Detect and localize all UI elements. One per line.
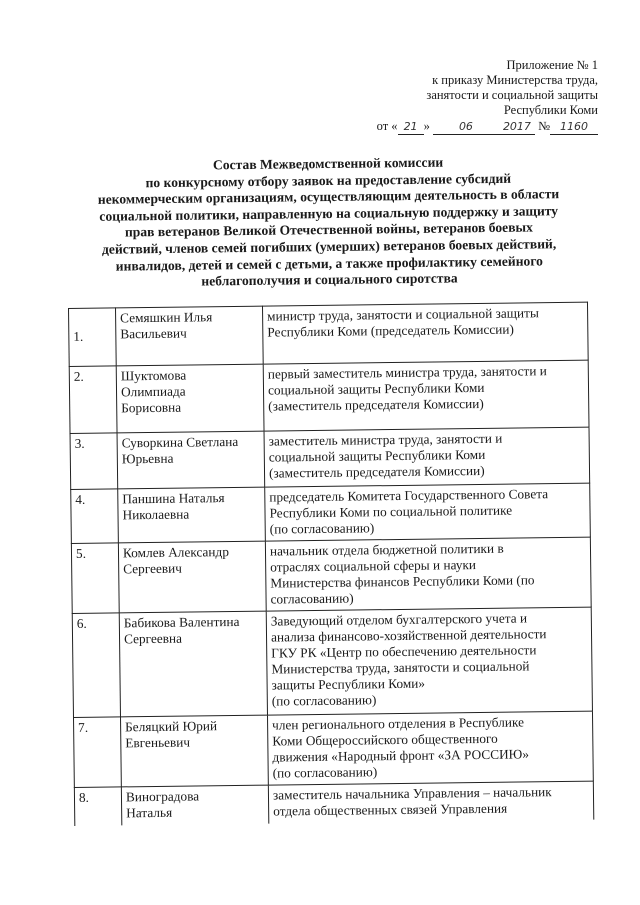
- date-prefix: от «: [376, 119, 398, 133]
- member-role: [264, 427, 590, 487]
- role-line: заместитель министра труда, занятости и: [268, 430, 503, 449]
- role-line: Коми Общероссийского общественного: [272, 730, 498, 749]
- name-line: Семяшкин Илья: [120, 309, 213, 326]
- date-month: 06: [433, 119, 499, 135]
- number-prefix: №: [538, 119, 550, 133]
- member-role: [268, 781, 593, 823]
- role-line: Заведующий отделом бухгалтерского учета и: [270, 610, 528, 629]
- date-mid: »: [423, 119, 430, 133]
- appendix-line: Приложение № 1: [506, 58, 598, 72]
- member-number: 3.: [70, 433, 118, 490]
- role-line: анализа финансово-хозяйственной деятельности: [270, 626, 547, 645]
- role-line: министр труда, занятости и социальной защиты: [267, 305, 539, 324]
- role-line: движения «Народный фронт «ЗА РОССИЮ»: [272, 746, 530, 765]
- name-line: Виноградова: [125, 788, 200, 805]
- member-number: 5.: [71, 543, 119, 614]
- table-row: [71, 483, 591, 543]
- name-line: Паншина Наталья: [122, 490, 225, 507]
- name-line: Наталья: [126, 804, 173, 821]
- member-name: [117, 431, 265, 489]
- commission-members-table: [68, 302, 594, 826]
- order-date-line: [368, 119, 598, 135]
- title-line: прав ветеранов Великой Отечественной войны, ветеранов боевых: [124, 219, 533, 240]
- title-line: Состав Межведомственной комиссии: [212, 154, 444, 173]
- order-number: 1160: [550, 119, 598, 135]
- role-line: отраслях социальной сферы и науки: [270, 557, 477, 575]
- name-line: Сергеевна: [123, 630, 183, 647]
- member-name: [119, 611, 267, 717]
- appendix-line: Республики Коми: [503, 103, 598, 117]
- member-name: [116, 364, 264, 433]
- role-line: (по согласованию): [272, 764, 378, 781]
- role-line: (заместитель председателя Комиссии): [268, 462, 485, 481]
- role-line: социальной защиты Республики Коми: [268, 446, 486, 465]
- member-number: 2.: [69, 366, 117, 434]
- member-number: 7.: [74, 717, 122, 788]
- name-line: Николаевна: [122, 506, 190, 523]
- table-row: [71, 537, 591, 613]
- member-number: 6.: [72, 613, 120, 718]
- role-line: (по согласованию): [271, 692, 377, 709]
- role-line: начальник отдела бюджетной политики в: [269, 540, 504, 559]
- name-line: Олимпиада: [120, 383, 186, 400]
- name-line: Беляцкий Юрий: [125, 718, 218, 735]
- member-name: [118, 487, 266, 543]
- name-line: Юрьевна: [121, 450, 174, 467]
- date-day: 21: [398, 119, 424, 135]
- role-line: согласованию): [270, 590, 354, 607]
- date-year: 2017: [499, 119, 535, 135]
- table-row: [74, 781, 593, 825]
- title-line: некоммерческим организациям, осуществляющим деятельность в области: [97, 186, 560, 208]
- role-line: социальной защиты Республики Коми: [267, 379, 485, 398]
- name-line: Шуктомова: [120, 367, 187, 384]
- role-line: Республики Коми (председатель Комиссии): [267, 321, 515, 340]
- member-role: [262, 302, 588, 364]
- title-line: неблагополучия и социального сиротства: [201, 270, 458, 289]
- role-line: защиты Республики Коми»: [271, 675, 426, 693]
- member-name: [120, 715, 268, 787]
- name-line: Бабикова Валентина: [123, 613, 240, 631]
- role-line: член регионального отделения в Республике: [272, 714, 525, 733]
- member-name: [116, 306, 264, 366]
- table-row: [72, 607, 592, 717]
- member-number: 4.: [71, 489, 119, 544]
- name-line: Евгеньевич: [125, 734, 191, 751]
- role-line: ГКУ РК «Центр по обеспечению деятельности: [271, 642, 537, 661]
- member-role: [266, 607, 592, 715]
- name-line: Комлев Александр: [122, 544, 230, 561]
- name-line: Борисовна: [121, 399, 182, 416]
- member-role: [265, 483, 591, 541]
- role-line: заместитель начальника Управления – начальник: [272, 784, 552, 803]
- name-line: Сергеевич: [123, 560, 183, 577]
- member-role: [267, 711, 593, 785]
- appendix-line: к приказу Министерства труда,: [432, 73, 598, 87]
- role-line: (по согласованию): [269, 520, 375, 537]
- role-line: Республики Коми по социальной политике: [269, 502, 513, 521]
- role-line: Министерства финансов Республики Коми (по: [270, 572, 535, 591]
- table-row: [69, 302, 589, 366]
- document-title: [68, 153, 590, 292]
- name-line: Суворкина Светлана: [121, 433, 239, 451]
- table-row: [70, 427, 590, 489]
- member-role: [265, 537, 591, 611]
- member-role: [263, 360, 589, 431]
- role-line: первый заместитель министра труда, занятости и: [267, 363, 547, 382]
- role-line: (заместитель председателя Комиссии): [268, 395, 484, 414]
- title-line: инвалидов, детей и семей с детьми, а также профилактику семейного: [115, 252, 543, 274]
- member-name: [118, 541, 266, 613]
- table-row: [74, 711, 594, 787]
- role-line: председатель Комитета Государственного Совета: [269, 486, 549, 505]
- member-number: 1.: [69, 308, 117, 367]
- title-line: социальной политики, направленную на социальную поддержку и защиту: [99, 202, 559, 224]
- member-number: 8.: [74, 787, 121, 826]
- title-line: действий, членов семей погибших (умерших) ветеранов боевых действий,: [101, 236, 557, 257]
- appendix-header: [368, 58, 598, 135]
- member-name: [121, 785, 268, 825]
- table-row: [69, 360, 589, 433]
- role-line: Министерства труда, занятости и социальной: [271, 658, 530, 677]
- appendix-line: занятости и социальной защиты: [426, 88, 598, 102]
- name-line: Васильевич: [120, 325, 187, 342]
- title-line: по конкурсному отбору заявок на предоставление субсидий: [145, 170, 512, 190]
- role-line: отдела общественных связей Управления: [273, 800, 508, 819]
